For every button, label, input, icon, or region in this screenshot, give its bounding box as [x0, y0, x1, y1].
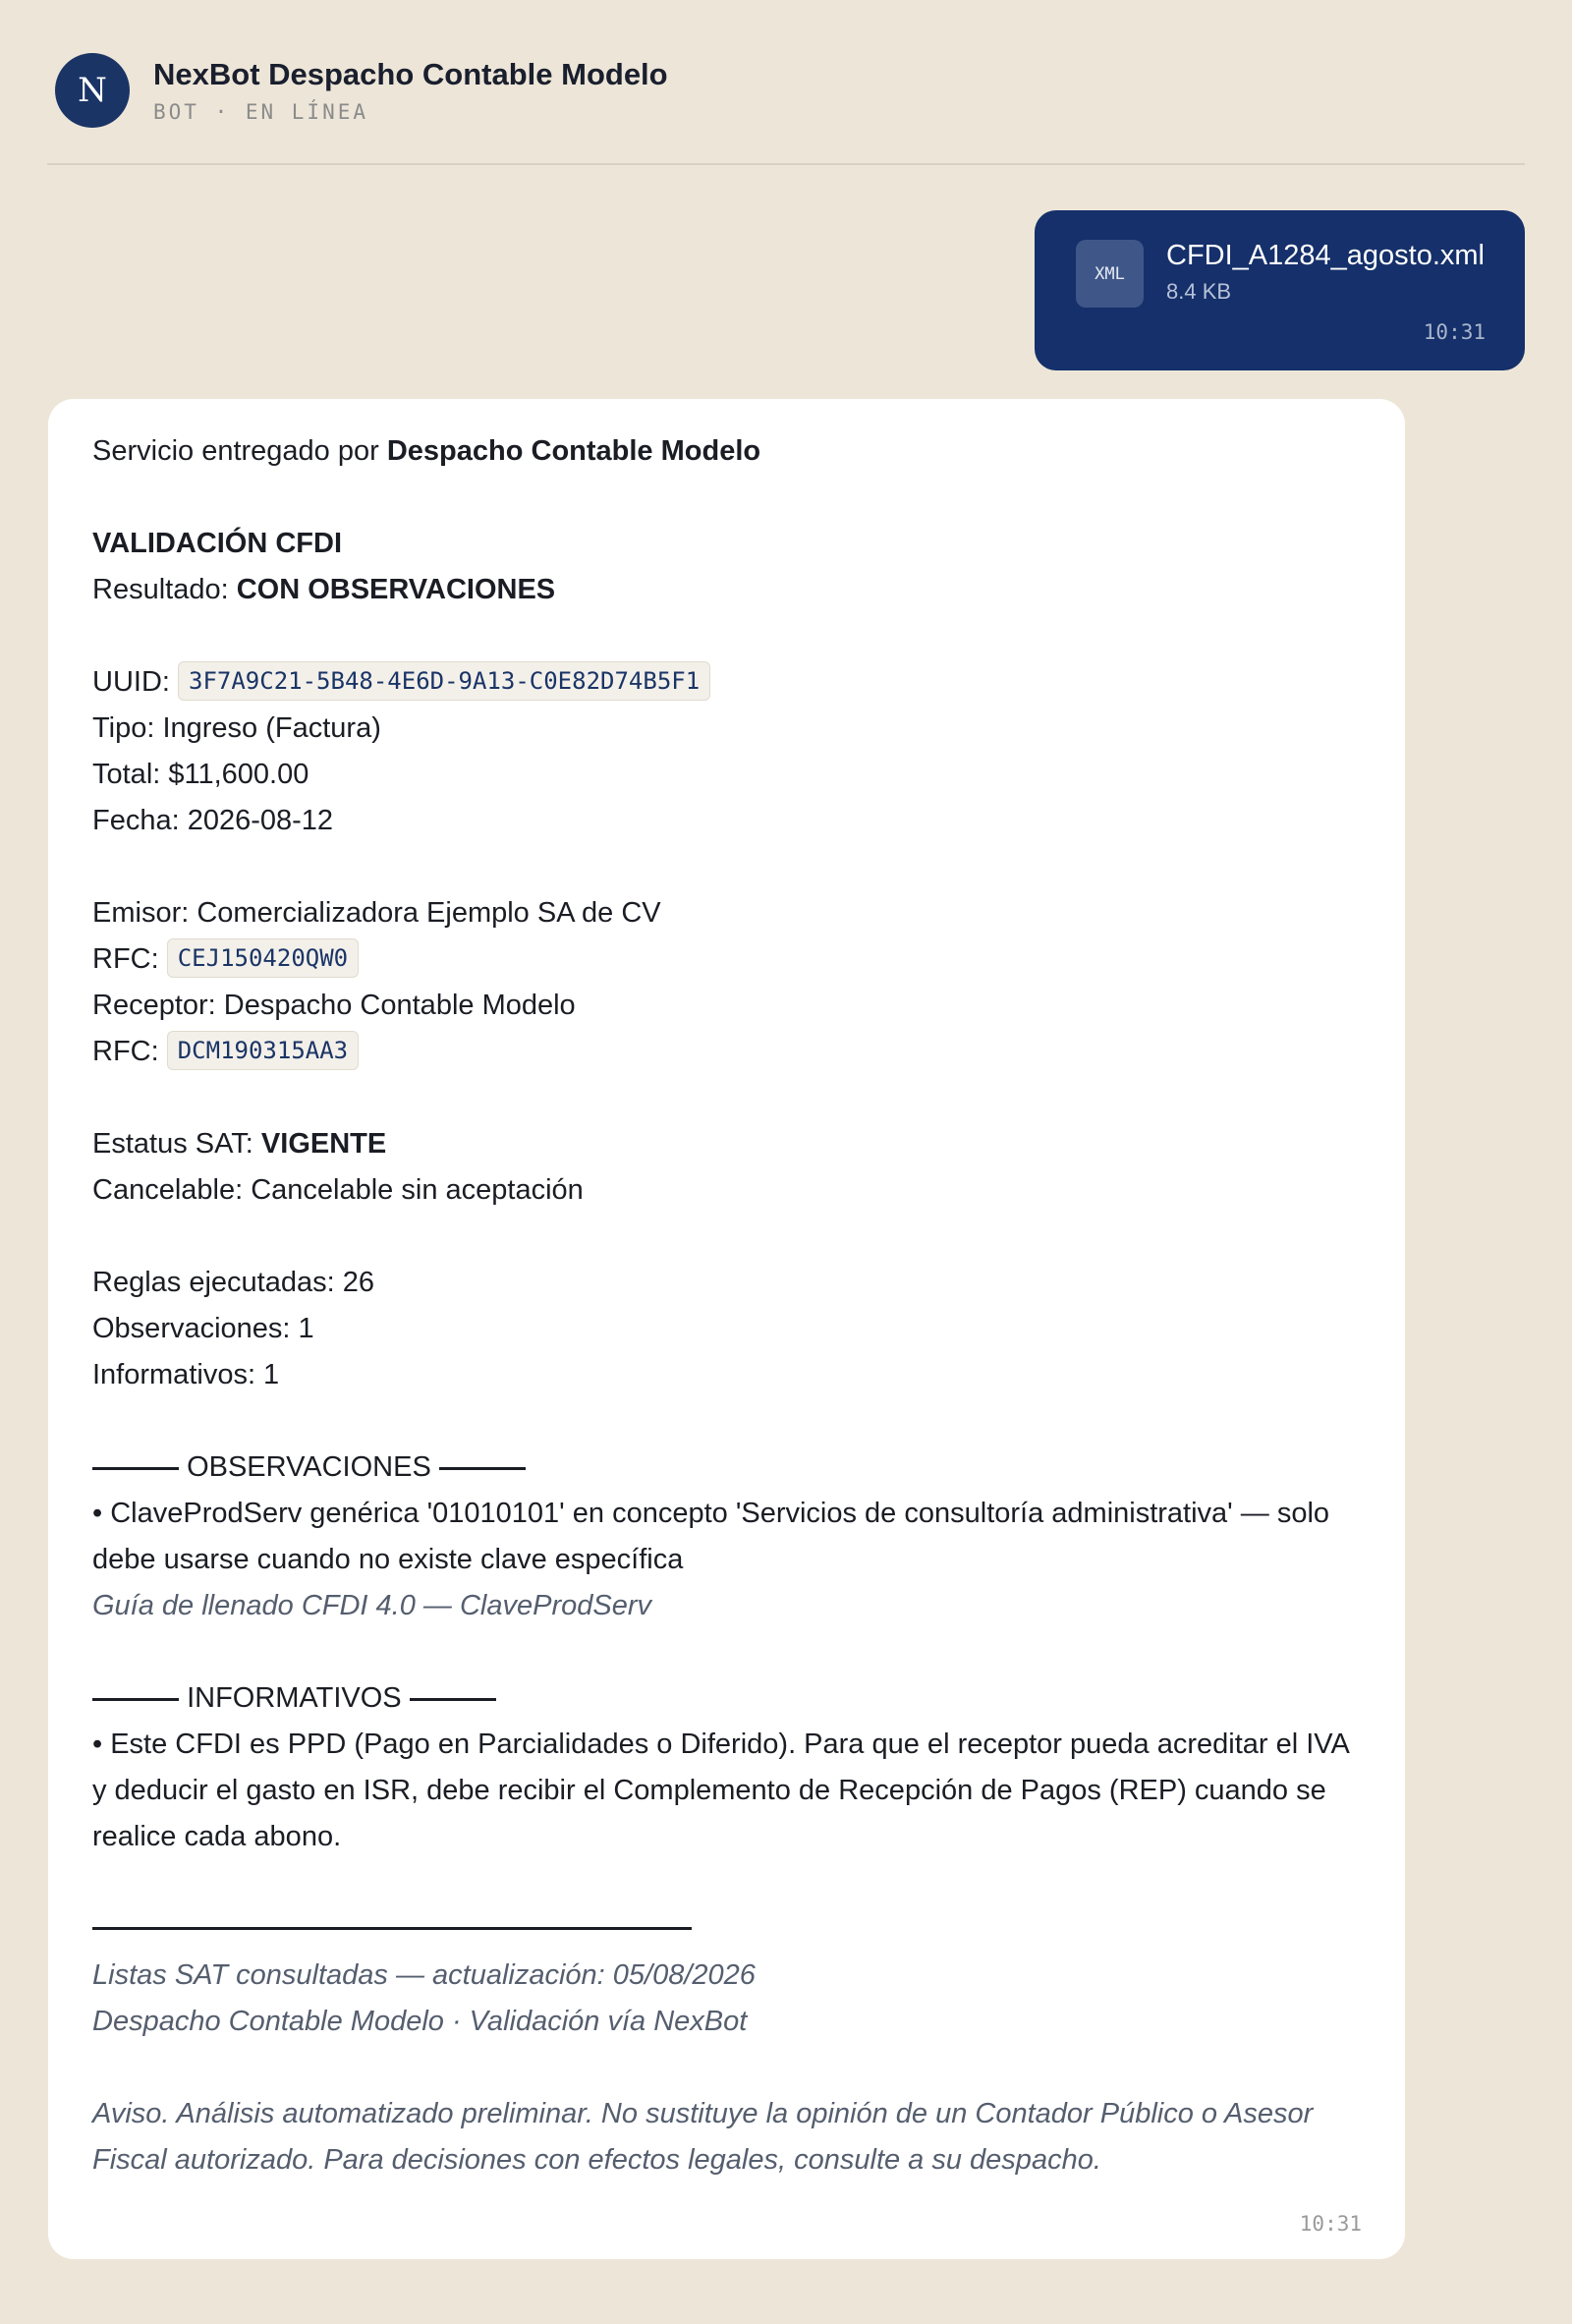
total-line: Total: $11,600.00: [92, 759, 309, 790]
divider: [92, 1698, 179, 1701]
service-line: [92, 428, 1362, 475]
uuid-code[interactable]: 3F7A9C21-5B48-4E6D-9A13-C0E82D74B5F1: [178, 661, 710, 701]
emisor-rfc-line: [92, 936, 1362, 983]
observacion-item: • ClaveProdServ genérica '01010101' en concepto 'Servicios de consultoría administrativa' — solo debe usarse cuando no existe clave específica: [92, 1498, 1330, 1575]
result-label: Resultado:: [92, 574, 237, 605]
observacion-reference: Guía de llenado CFDI 4.0 — ClaveProdServ: [92, 1590, 651, 1621]
file-size: 8.4 KB: [1166, 279, 1232, 304]
message-timestamp: 10:31: [1423, 320, 1486, 344]
receptor-line: Receptor: Despacho Contable Modelo: [92, 990, 576, 1021]
informativos-section-title: [92, 1675, 1362, 1722]
service-name: Despacho Contable Modelo: [386, 435, 761, 467]
bot-status: BOT · EN LÍNEA: [153, 100, 369, 124]
cancelable-line: Cancelable: Cancelable sin aceptación: [92, 1174, 584, 1206]
observaciones-title: OBSERVACIONES: [187, 1451, 431, 1483]
emisor-rfc-label: RFC:: [92, 943, 167, 975]
result-value: CON OBSERVACIONES: [236, 574, 556, 605]
listas-sat-line: Listas SAT consultadas — actualización: 05/08/2026: [92, 1959, 756, 1991]
bot-name: NexBot Despacho Contable Modelo: [153, 57, 668, 91]
fecha-line: Fecha: 2026-08-12: [92, 805, 334, 836]
xml-file-icon: XML: [1076, 240, 1144, 308]
divider: [439, 1467, 526, 1470]
informativo-item: • Este CFDI es PPD (Pago en Parcialidades o Diferido). Para que el receptor pueda acreditar el IVA y deducir el gasto en ISR, debe recibir el Complemento de Recepción de Pagos (REP) cuando se realice cada abono.: [92, 1729, 1349, 1852]
signature-line: Despacho Contable Modelo · Validación vía NexBot: [92, 2006, 748, 2037]
receptor-rfc-line: [92, 1029, 1362, 1075]
estatus-label: Estatus SAT:: [92, 1128, 261, 1160]
footer-divider: [92, 1927, 692, 1930]
validation-heading: VALIDACIÓN CFDI: [92, 528, 343, 559]
emisor-rfc-code[interactable]: CEJ150420QW0: [167, 938, 359, 978]
divider: [92, 1467, 179, 1470]
bot-message-bubble: [48, 399, 1405, 2259]
receptor-rfc-label: RFC:: [92, 1036, 167, 1067]
uuid-line: [92, 659, 1362, 706]
message-timestamp: 10:31: [1299, 2212, 1362, 2236]
receptor-rfc-code[interactable]: DCM190315AA3: [167, 1031, 359, 1070]
service-prefix: Servicio entregado por: [92, 435, 387, 467]
estatus-line: [92, 1121, 1362, 1167]
observaciones-section-title: [92, 1445, 1362, 1491]
uuid-label: UUID:: [92, 666, 178, 698]
result-line: [92, 567, 1362, 613]
chat-header: [47, 39, 1525, 165]
file-attachment-bubble[interactable]: [1035, 210, 1525, 370]
estatus-value: VIGENTE: [260, 1128, 387, 1160]
informativos-count: Informativos: 1: [92, 1359, 280, 1390]
reglas-line: Reglas ejecutadas: 26: [92, 1267, 374, 1298]
informativos-title: INFORMATIVOS: [187, 1682, 402, 1714]
disclaimer: Aviso. Análisis automatizado preliminar. No sustituye la opinión de un Contador Público o Asesor Fiscal autorizado. Para decisiones con efectos legales, consulte a su despacho.: [92, 2098, 1314, 2176]
emisor-line: Emisor: Comercializadora Ejemplo SA de CV: [92, 897, 661, 929]
observaciones-count: Observaciones: 1: [92, 1313, 314, 1344]
divider: [410, 1698, 496, 1701]
bot-avatar[interactable]: N: [55, 53, 130, 128]
file-name: CFDI_A1284_agosto.xml: [1166, 240, 1485, 271]
tipo-line: Tipo: Ingreso (Factura): [92, 712, 381, 744]
